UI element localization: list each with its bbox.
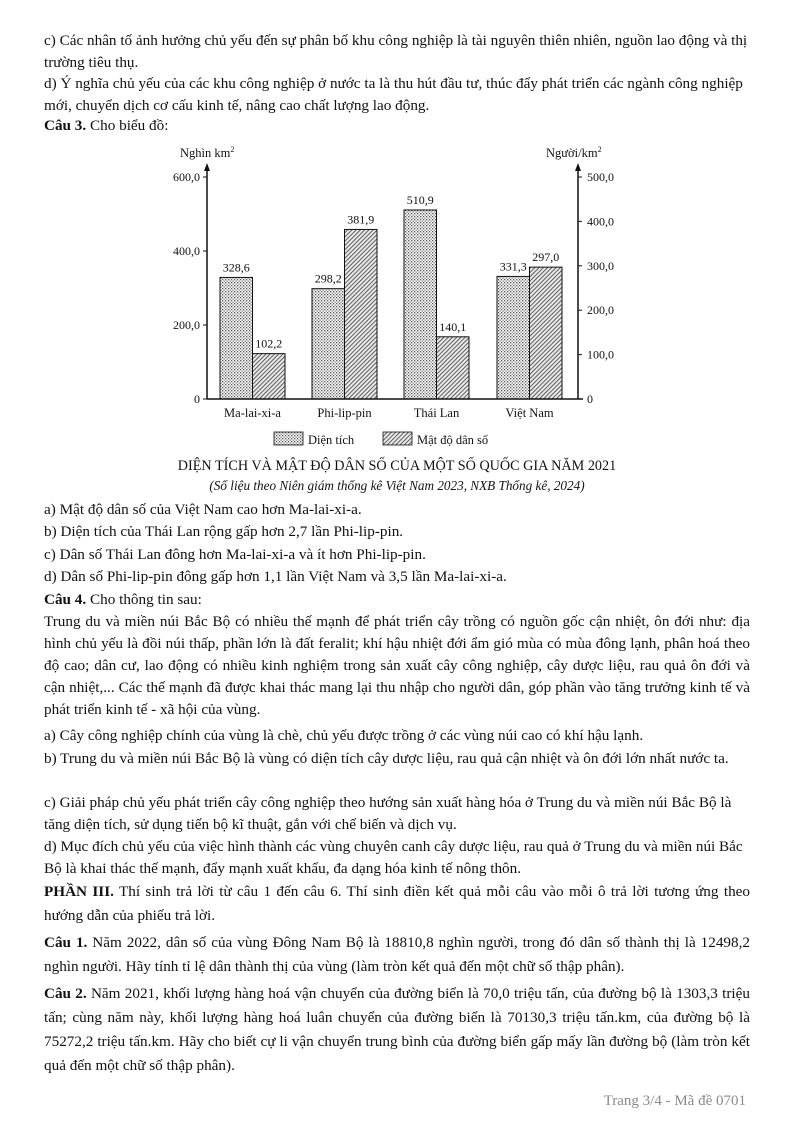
legend-label-dien-tich: Diện tích <box>308 433 355 447</box>
y-tick-label-right: 0 <box>587 392 593 406</box>
question-intro: Cho biểu đồ: <box>86 117 169 134</box>
question-3-option-a: a) Mật độ dân số của Việt Nam cao hơn Ma-lai-xi-a. <box>44 501 362 518</box>
y-tick-label-left: 200,0 <box>173 318 200 332</box>
question-3-option-b: b) Diện tích của Thái Lan rộng gấp hơn 2,7 lần Phi-lip-pin. <box>44 523 404 540</box>
bar-value-label: 331,3 <box>499 259 527 274</box>
bar-value-label: 510,9 <box>406 192 434 207</box>
bar-value-label: 381,9 <box>347 212 375 227</box>
legend <box>274 432 489 447</box>
y-tick-label-right: 100,0 <box>587 347 614 362</box>
x-category-label: Việt Nam <box>505 406 554 420</box>
bar-dien-tich <box>220 277 253 399</box>
question-3-heading <box>44 115 750 137</box>
bar-dien-tich <box>404 210 437 399</box>
bar-value-label: 140,1 <box>439 319 467 334</box>
question-label: Câu 3. <box>44 117 87 134</box>
y-tick-label-right: 300,0 <box>587 258 614 273</box>
question-4-option-d: d) Mục đích chủ yếu của việc hình thành các vùng chuyên canh cây dược liệu, rau quả ở Trung du và miền núi Bắc Bộ là khai thác thế mạnh, đẩy mạnh xuất khẩu, đa dạng hóa kinh tế nông thôn. <box>44 838 743 877</box>
question-label: Câu 1. <box>44 934 88 951</box>
y-tick-label-right: 400,0 <box>587 214 614 229</box>
prev-question-option-c: c) Các nhân tố ảnh hưởng chủ yếu đến sự phân bố khu công nghiệp là tài nguyên thiên nhiên, nguồn lao động và thị trường tiêu thụ. <box>44 32 748 71</box>
bar-mat-do-dan-so <box>437 337 470 399</box>
question-3-option-d: d) Dân số Phi-lip-pin đông gấp hơn 1,1 lần Việt Nam và 3,5 lần Ma-lai-xi-a. <box>44 568 507 585</box>
y-axis-right-arrow-icon <box>575 163 581 171</box>
question-4-option-b: b) Trung du và miền núi Bắc Bộ là vùng có diện tích cây dược liệu, rau quả cận nhiệt và ôn đới lớn nhất nước ta. <box>44 750 729 767</box>
part-label: PHẦN III. <box>44 883 114 900</box>
legend-swatch-mat-do <box>383 432 412 445</box>
prev-question-option-d: d) Ý nghĩa chủ yếu của các khu công nghiệp ở nước ta là thu hút đầu tư, thúc đẩy phát triển các ngành công nghiệp mới, chuyển dịch cơ cấu kinh tế, nâng cao chất lượng lao động. <box>44 75 743 114</box>
bar-value-label: 328,6 <box>222 260 250 275</box>
part-3-question-2 <box>44 982 750 1078</box>
page-footer: Trang 3/4 - Mã đề 0701 <box>603 1093 746 1109</box>
y-tick-label-left: 400,0 <box>173 244 200 258</box>
bar-value-label: 102,2 <box>255 336 283 351</box>
question-4-passage: Trung du và miền núi Bắc Bộ có nhiều thế mạnh để phát triển cây trồng có nguồn gốc cận nhiệt, ôn đới như: địa hình chủ yếu là đồi núi thấp, phần lớn là đất feralit; khí hậu nhiệt đới ẩm gió mùa có mùa đông lạnh, phân hoá theo độ cao; dân cư, lao động có nhiều kinh nghiệm trong sản xuất cây công nghiệp, cây dược liệu, rau quả ôn đới và cận nhiệt,... Các thế mạnh đã được khai thác mang lại thu nhập cho người dân, góp phần vào tăng trưởng kinh tế và phát triển kinh tế - xã hội của vùng. <box>44 613 750 718</box>
y-tick-label-right: 200,0 <box>587 303 614 318</box>
y-tick-label-left: 0 <box>194 392 200 406</box>
question-label: Câu 4. <box>44 591 87 608</box>
bar-mat-do-dan-so <box>530 267 563 399</box>
y-axis-left-label: Nghìn $km^2$ <box>180 145 235 160</box>
part-instructions-text: Thí sinh trả lời từ câu 1 đến câu 6. Thí sinh điền kết quả mỗi câu vào mỗi ô trả lời tương ứng theo hướng dẫn của phiếu trả lời. <box>44 883 750 924</box>
question-text: Năm 2021, khối lượng hàng hoá vận chuyển của đường biển là 70,0 triệu tấn, của đường bộ là 1303,3 triệu tấn; cùng năm này, khối lượng hàng hoá luân chuyển của đường biển là 70130,3 triệu tấn.km, của đường bộ là 75272,2 triệu tấn.km. Hãy cho biết cự li vận chuyển trung bình của đường biển gấp mấy lần đường bộ (làm tròn kết quả đến một chữ số thập phân). <box>44 985 750 1074</box>
y-axis-left-arrow-icon <box>204 163 210 171</box>
part-3-instructions <box>44 880 750 928</box>
x-category-label: Phi-lip-pin <box>317 406 372 420</box>
question-4-option-a: a) Cây công nghiệp chính của vùng là chè, chủ yếu được trồng ở các vùng núi cao có khí hậu lạnh. <box>44 727 644 744</box>
bar-mat-do-dan-so <box>253 354 286 399</box>
part-3-question-1 <box>44 931 750 979</box>
y-axis-right-label: Người/$km^2$ <box>546 145 602 160</box>
bar-mat-do-dan-so <box>345 229 378 399</box>
bar-value-label: 298,2 <box>314 271 342 286</box>
legend-swatch-dien-tich <box>274 432 303 445</box>
question-intro: Cho thông tin sau: <box>86 591 202 608</box>
question-3-option-c: c) Dân số Thái Lan đông hơn Ma-lai-xi-a và ít hơn Phi-lip-pin. <box>44 546 426 563</box>
chart-source: (Số liệu theo Niên giám thống kê Việt Nam 2023, NXB Thống kê, 2024) <box>209 478 585 493</box>
legend-label-mat-do: Mật độ dân số <box>417 433 489 447</box>
y-tick-label-right: 500,0 <box>587 170 614 184</box>
bar-value-label: 297,0 <box>532 250 560 265</box>
chart-title: DIỆN TÍCH VÀ MẬT ĐỘ DÂN SỐ CỦA MỘT SỐ QUỐC GIA NĂM 2021 <box>177 458 617 474</box>
question-text: Năm 2022, dân số của vùng Đông Nam Bộ là 18810,8 nghìn người, trong đó dân số thành thị là 12498,2 nghìn người. Hãy tính tỉ lệ dân thành thị của vùng (làm tròn kết quả đến một chữ số thập phân). <box>44 934 750 975</box>
y-tick-label-left: 600,0 <box>173 170 200 184</box>
bar-dien-tich <box>312 289 345 399</box>
bar-chart <box>150 135 630 455</box>
x-category-label: Thái Lan <box>413 406 460 420</box>
bar-dien-tich <box>497 276 530 399</box>
question-label: Câu 2. <box>44 985 87 1002</box>
question-4-option-c: c) Giải pháp chủ yếu phát triển cây công nghiệp theo hướng sản xuất hàng hóa ở Trung du và miền núi Bắc Bộ là tăng diện tích, sử dụng tiến bộ kĩ thuật, gắn với chế biến và dịch vụ. <box>44 794 732 833</box>
x-category-label: Ma-lai-xi-a <box>224 406 281 420</box>
question-4-heading <box>44 589 750 611</box>
